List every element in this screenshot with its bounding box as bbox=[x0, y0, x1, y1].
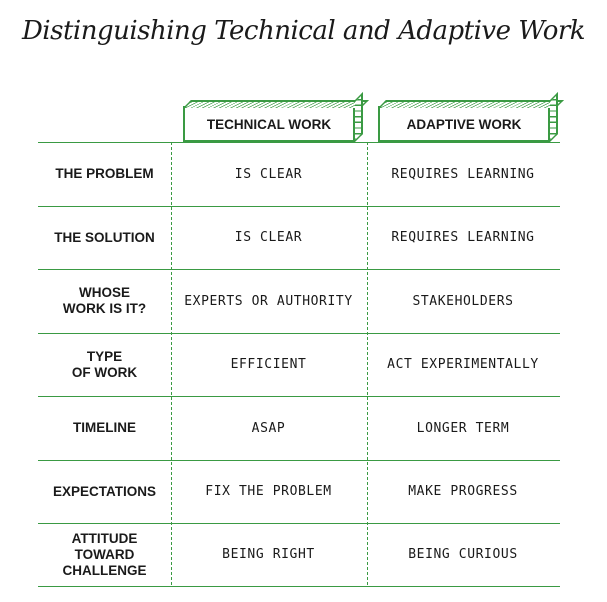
technical-value: EFFICIENT bbox=[230, 357, 307, 373]
table-row bbox=[38, 206, 560, 270]
page-title: Distinguishing Technical and Adaptive Work bbox=[21, 16, 586, 46]
adaptive-value: LONGER TERM bbox=[416, 420, 510, 436]
table-row bbox=[38, 523, 560, 587]
adaptive-value: STAKEHOLDERS bbox=[412, 293, 514, 309]
row-label: WHOSE WORK IS IT? bbox=[62, 285, 147, 317]
adaptive-value: REQUIRES LEARNING bbox=[391, 166, 535, 182]
column-header-adaptive-work: ADAPTIVE WORK bbox=[378, 106, 550, 142]
technical-value: IS CLEAR bbox=[234, 230, 303, 246]
row-label: THE SOLUTION bbox=[54, 229, 155, 245]
table-row bbox=[38, 269, 560, 333]
row-label: TYPE OF WORK bbox=[71, 348, 138, 380]
technical-value: FIX THE PROBLEM bbox=[205, 484, 332, 500]
table-row bbox=[38, 460, 560, 524]
technical-value: BEING RIGHT bbox=[222, 547, 315, 563]
technical-value: ASAP bbox=[251, 420, 286, 436]
adaptive-value: ACT EXPERIMENTALLY bbox=[387, 357, 539, 373]
row-label: THE PROBLEM bbox=[55, 166, 154, 182]
table-row bbox=[38, 142, 560, 206]
table-row bbox=[38, 333, 560, 397]
table-row bbox=[38, 396, 560, 460]
column-header-technical-work: TECHNICAL WORK bbox=[183, 106, 355, 142]
adaptive-value: BEING CURIOUS bbox=[408, 547, 518, 563]
technical-value: IS CLEAR bbox=[234, 166, 303, 182]
comparison-table bbox=[38, 142, 560, 587]
dashed-column-divider bbox=[367, 142, 368, 585]
adaptive-value: MAKE PROGRESS bbox=[408, 484, 518, 500]
technical-value: EXPERTS OR AUTHORITY bbox=[184, 293, 353, 309]
adaptive-value: REQUIRES LEARNING bbox=[391, 230, 535, 246]
row-label: ATTITUDE TOWARD CHALLENGE bbox=[62, 530, 147, 578]
dashed-column-divider bbox=[171, 142, 172, 585]
row-label: EXPECTATIONS bbox=[52, 483, 156, 499]
row-label: TIMELINE bbox=[73, 420, 136, 436]
